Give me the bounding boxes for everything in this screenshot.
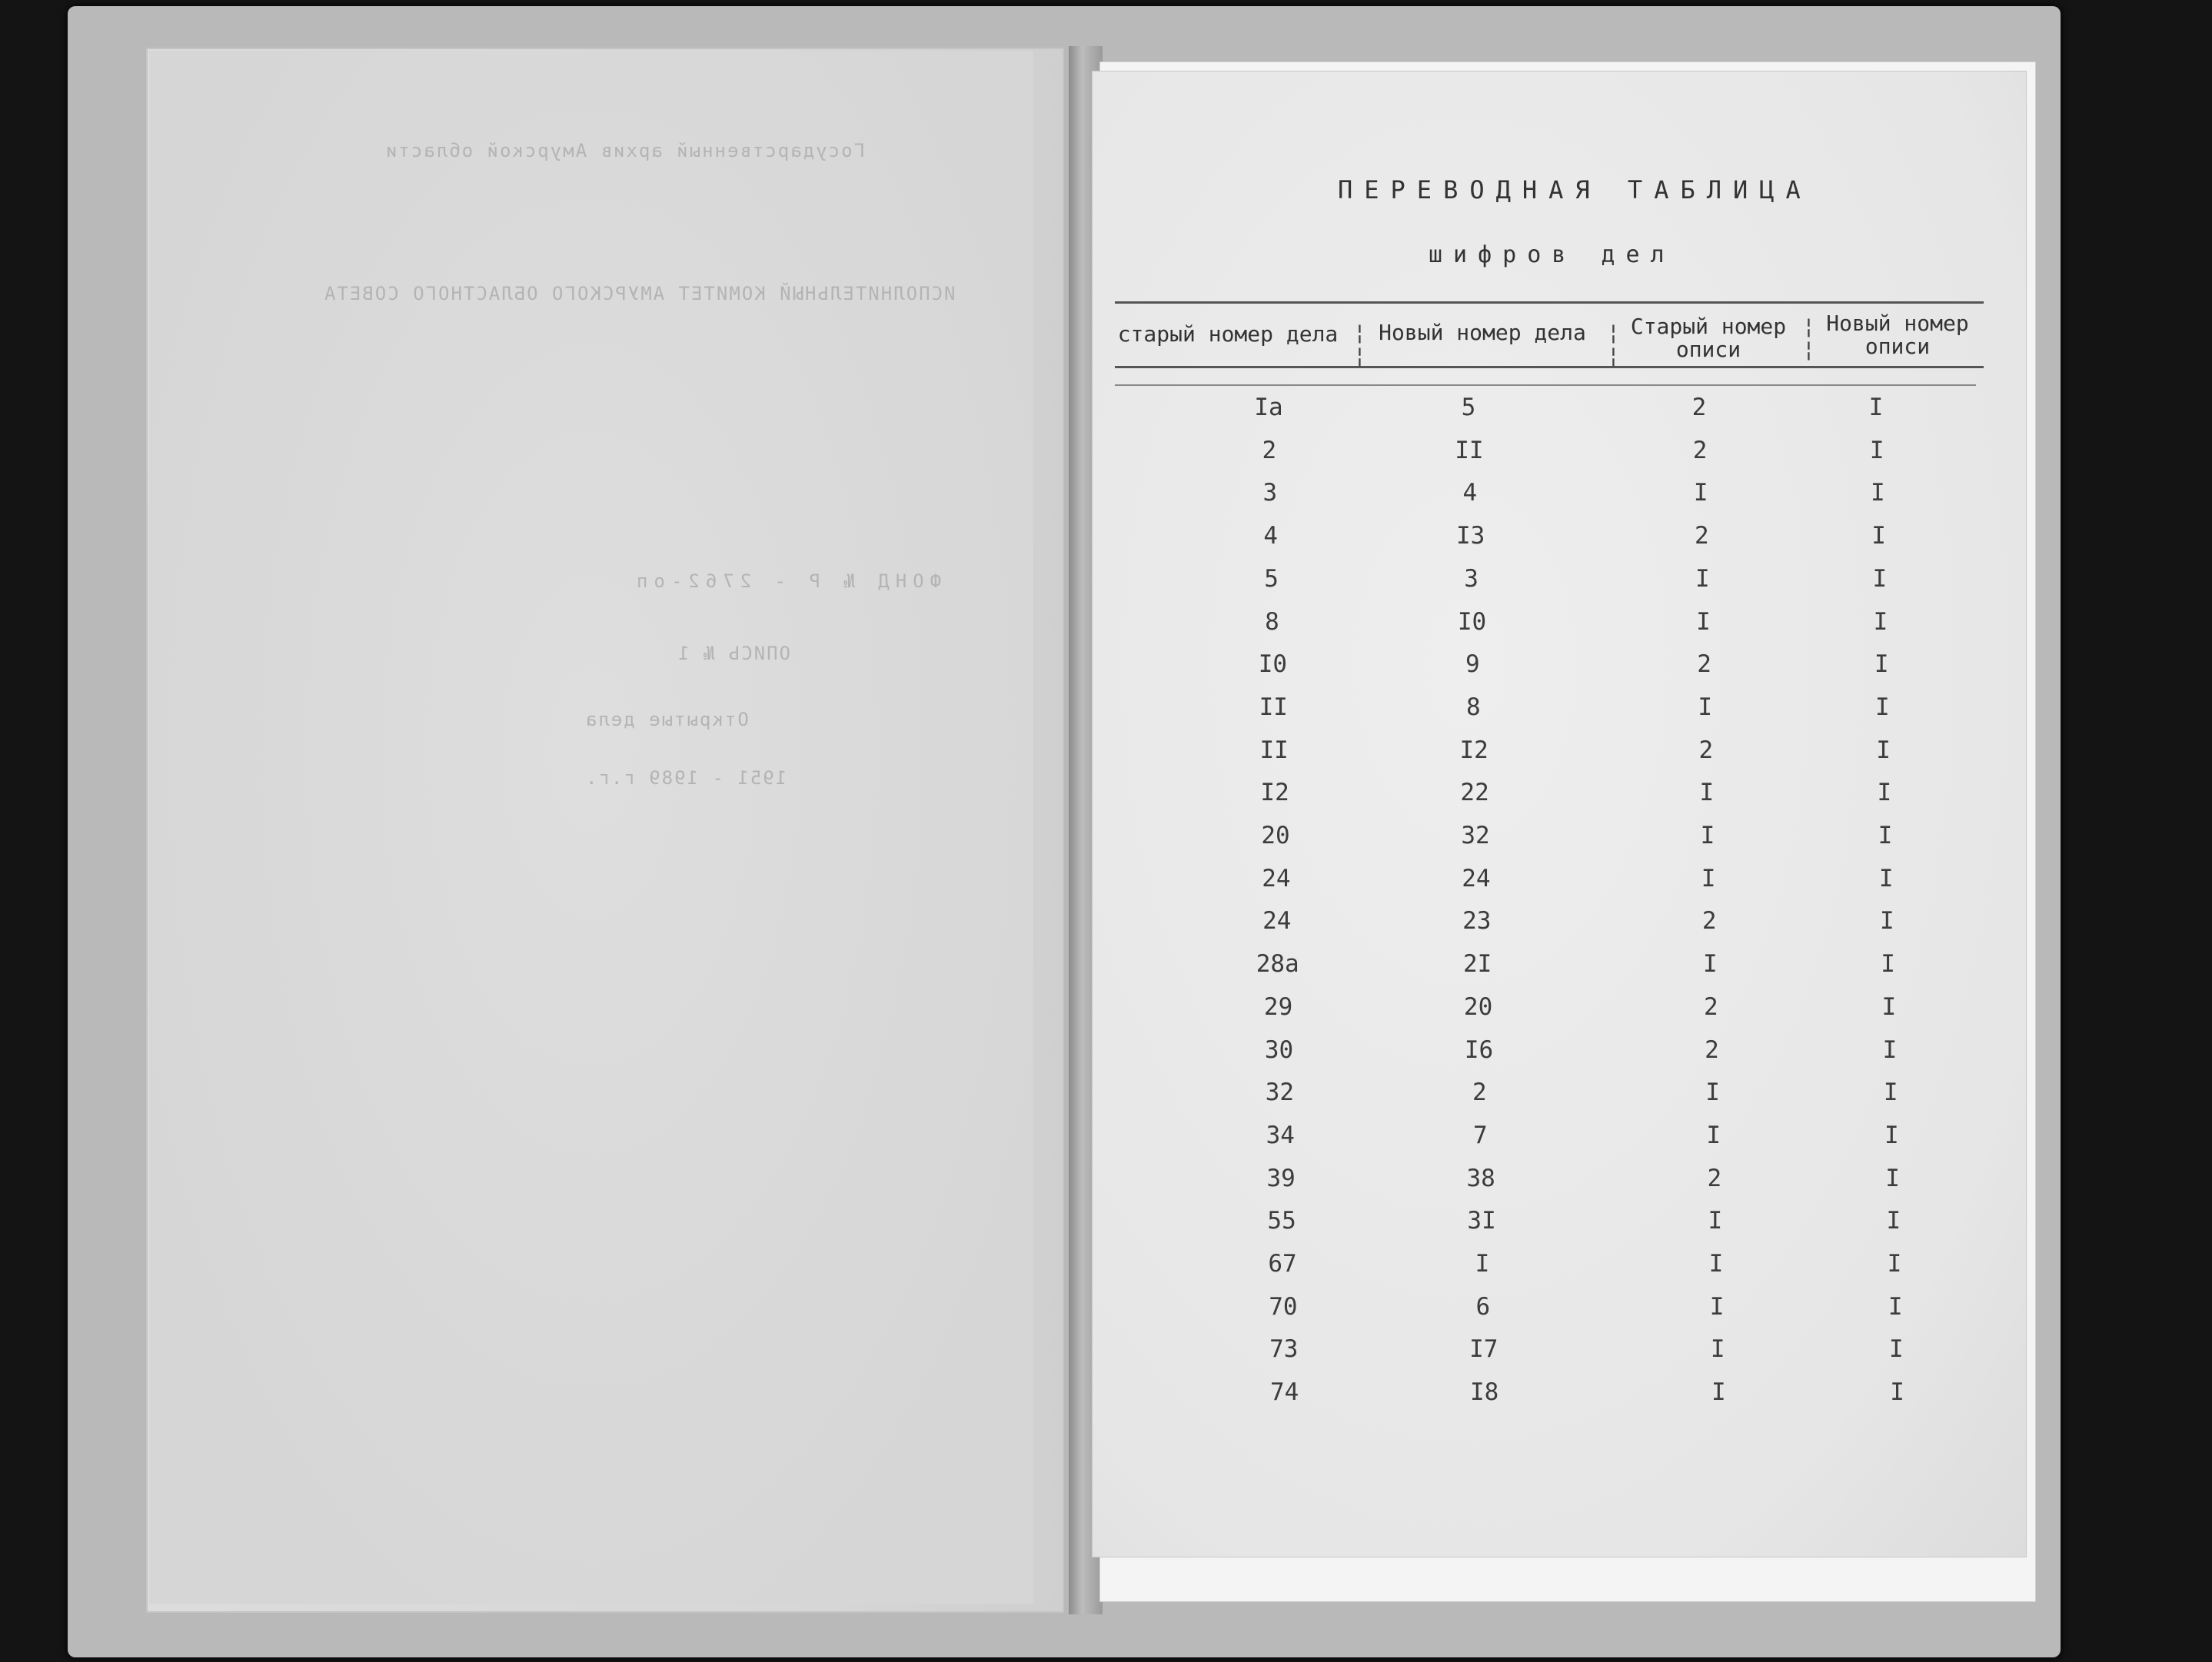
- table-cell: I: [1875, 693, 1890, 721]
- table-cell: 2: [1705, 1035, 1719, 1064]
- table-cell: 2: [1262, 436, 1277, 464]
- column-header-line: описи: [1675, 337, 1741, 362]
- table-cell: 2: [1704, 992, 1718, 1021]
- table-cell: I: [1873, 607, 1888, 636]
- table-cell: I: [1880, 907, 1894, 936]
- table-cell: I: [1881, 992, 1897, 1021]
- table-cell: I: [1708, 1250, 1724, 1278]
- table-cell: I: [1876, 736, 1891, 764]
- table-cell: 4: [1263, 522, 1279, 550]
- table-cell: I8: [1470, 1378, 1499, 1407]
- table-cell: 6: [1475, 1292, 1491, 1321]
- table-cell: 20: [1463, 992, 1493, 1021]
- column-separator: ¦ ¦: [1353, 320, 1366, 368]
- table-cell: 74: [1270, 1378, 1299, 1407]
- table-cell: 30: [1264, 1035, 1294, 1064]
- ghost-text-line: Открытые дела: [584, 709, 749, 730]
- column-header-new-case: [1375, 321, 1590, 344]
- column-header-line: старый номер дела: [1117, 321, 1339, 347]
- table-cell: I: [1475, 1250, 1490, 1278]
- table-cell: 5: [1461, 394, 1476, 421]
- table-title: ПЕРЕВОДНАЯ ТАБЛИЦА: [1338, 175, 1812, 204]
- table-cell: Iа: [1254, 394, 1283, 421]
- column-header-line: Старый номер: [1630, 314, 1787, 339]
- column-header-new-inventory: [1821, 312, 1974, 358]
- table-cell: 24: [1462, 864, 1491, 892]
- table-cell: 2I: [1463, 950, 1492, 979]
- table-cell: I: [1869, 436, 1884, 464]
- table-cell: I: [1883, 1079, 1898, 1107]
- table-cell: I2: [1459, 736, 1489, 764]
- ghost-text-line: Государственный архив Амурской области: [384, 140, 866, 161]
- table-cell: 8: [1265, 607, 1279, 636]
- table-cell: 2: [1472, 1079, 1487, 1107]
- table-cell: I: [1700, 822, 1715, 849]
- table-cell: 24: [1262, 864, 1291, 892]
- table-cell: I: [1881, 950, 1895, 979]
- table-cell: I: [1885, 1164, 1900, 1192]
- table-cell: I: [1705, 1079, 1720, 1107]
- table-cell: 70: [1269, 1292, 1298, 1321]
- table-cell: 3I: [1467, 1207, 1496, 1235]
- table-cell: I: [1888, 1292, 1903, 1321]
- table-cell: II: [1259, 736, 1289, 764]
- table-cell: 32: [1461, 822, 1490, 849]
- table-cell: I: [1708, 1207, 1723, 1235]
- table-cell: I7: [1469, 1335, 1499, 1364]
- table-subtitle: шифров дел: [1429, 241, 1675, 268]
- table-cell: 8: [1465, 693, 1481, 721]
- table-cell: I: [1695, 564, 1710, 593]
- table-cell: I3: [1456, 522, 1485, 550]
- table-cell: 2: [1701, 907, 1717, 936]
- table-cell: I: [1890, 1378, 1904, 1407]
- table-cell: 2: [1707, 1164, 1722, 1192]
- table-cell: I: [1698, 693, 1713, 721]
- table-cell: I: [1878, 864, 1894, 892]
- column-header-old-inventory: [1625, 315, 1791, 361]
- column-header-line: Новый номер дела: [1379, 320, 1586, 345]
- table-cell: 22: [1460, 779, 1489, 807]
- table-cell: 3: [1464, 564, 1479, 593]
- table-cell: I: [1872, 564, 1888, 593]
- table-cell: I: [1701, 864, 1716, 892]
- table-cell: I: [1711, 1378, 1726, 1407]
- table-cell: I: [1886, 1207, 1901, 1235]
- table-cell: I0: [1258, 650, 1288, 679]
- table-cell: I2: [1260, 779, 1289, 807]
- table-cell: 7: [1472, 1121, 1488, 1149]
- table-cell: I: [1874, 650, 1889, 679]
- header-top-rule: [1115, 301, 1984, 304]
- table-cell: I: [1884, 1121, 1899, 1149]
- header-bottom-rule: [1115, 366, 1984, 368]
- table-cell: II: [1259, 693, 1288, 721]
- table-cell: I: [1693, 479, 1708, 507]
- table-cell: 29: [1263, 992, 1293, 1021]
- table-cell: 3: [1262, 479, 1278, 507]
- table-cell: 20: [1261, 822, 1290, 849]
- table-cell: 2: [1691, 394, 1707, 421]
- table-cell: 2: [1694, 522, 1709, 550]
- ghost-text-line: ОПИСЬ № 1: [677, 643, 791, 664]
- table-cell: 73: [1269, 1335, 1299, 1364]
- table-cell: 55: [1267, 1207, 1296, 1235]
- table-cell: 2: [1692, 436, 1708, 464]
- table-cell: 32: [1265, 1079, 1295, 1107]
- column-separator: ¦ ¦: [1802, 314, 1815, 362]
- table-cell: 67: [1268, 1250, 1297, 1278]
- table-cell: I: [1889, 1335, 1904, 1364]
- ghost-text-line: ФОНД № Р - 2762-оп: [630, 570, 942, 592]
- table-cell: I: [1868, 394, 1884, 421]
- table-cell: 28а: [1256, 950, 1299, 979]
- table-cell: I: [1699, 779, 1715, 807]
- table-cell: 5: [1264, 564, 1279, 593]
- table-cell: II: [1455, 436, 1484, 464]
- table-cell: 39: [1266, 1164, 1296, 1192]
- right-page: [1092, 71, 2027, 1557]
- table-cell: I: [1878, 822, 1893, 849]
- table-cell: I: [1702, 950, 1718, 979]
- column-header-line: Новый номер: [1826, 311, 1969, 336]
- table-cell: 38: [1466, 1164, 1495, 1192]
- table-cell: 9: [1465, 650, 1480, 679]
- table-cell: I: [1877, 779, 1892, 807]
- column-header-old-case: [1116, 323, 1339, 346]
- table-cell: I: [1709, 1292, 1725, 1321]
- table-cell: I: [1696, 607, 1711, 636]
- table-cell: I: [1882, 1035, 1898, 1064]
- column-header-line: описи: [1864, 334, 1931, 359]
- header-second-rule: [1115, 384, 1976, 386]
- ghost-text-line: 1951 - 1989 г.г.: [584, 767, 787, 789]
- table-cell: 23: [1462, 907, 1492, 936]
- table-cell: I0: [1457, 607, 1487, 636]
- table-cell: 4: [1462, 479, 1478, 507]
- table-cell: 34: [1266, 1121, 1295, 1149]
- table-cell: I: [1710, 1335, 1725, 1364]
- table-cell: I: [1706, 1121, 1721, 1149]
- table-cell: 24: [1262, 907, 1292, 936]
- table-cell: I6: [1464, 1035, 1494, 1064]
- table-cell: I: [1871, 522, 1886, 550]
- table-cell: I: [1871, 479, 1885, 507]
- table-cell: 2: [1697, 650, 1711, 679]
- column-separator: ¦ ¦: [1607, 320, 1620, 368]
- table-cell: 2: [1698, 736, 1714, 764]
- table-cell: I: [1887, 1250, 1902, 1278]
- ghost-text-line: ИСПОЛНИТЕЛЬНЫЙ КОМИТЕТ АМУРСКОГО ОБЛАСТНОГО СОВЕТА: [323, 283, 956, 304]
